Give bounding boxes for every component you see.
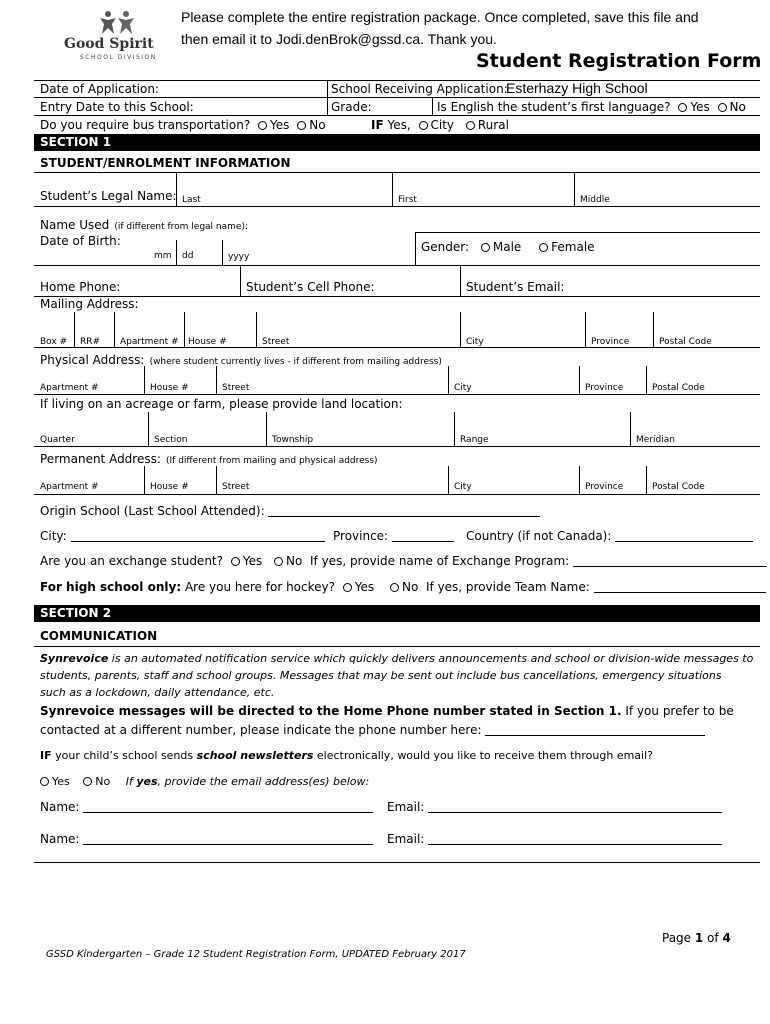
entry-date-label: Entry Date to this School: (40, 100, 194, 114)
divider (574, 173, 575, 206)
divider (114, 312, 115, 347)
divider (34, 296, 760, 297)
email-input-2[interactable] (428, 833, 722, 845)
hockey-row (40, 581, 766, 593)
divider (240, 266, 241, 296)
physical-address-note: (where student currently lives - if different from mailing address) (149, 357, 442, 367)
hockey-yes-radio[interactable] (343, 583, 352, 592)
mail-postal-field[interactable]: Postal Code (659, 337, 712, 347)
origin-country-label: Country (if not Canada): (466, 529, 612, 543)
hockey-label: Are you here for hockey? (184, 580, 335, 594)
logo (60, 10, 160, 72)
mail-box-field[interactable]: Box # (40, 337, 68, 347)
english-no-label: No (729, 100, 746, 114)
divider (34, 394, 760, 395)
last-name-field[interactable]: Last (182, 195, 201, 205)
synrevoice-line-1 (40, 653, 753, 664)
section-1-label: SECTION 1 (40, 135, 112, 149)
divider (646, 366, 647, 394)
physical-province-field[interactable]: Province (585, 383, 624, 393)
permanent-house-field[interactable]: House # (150, 482, 189, 492)
page-total: 4 (722, 931, 731, 945)
exchange-row (40, 555, 767, 567)
instructions-line-2: then email it to Jodi.denBrok@gssd.ca. Thank you. (181, 31, 497, 47)
divider (148, 412, 149, 446)
permanent-street-field[interactable]: Street (222, 482, 250, 492)
dob-dd[interactable]: dd (182, 251, 194, 261)
land-range-field[interactable]: Range (460, 435, 489, 445)
divider (448, 366, 449, 394)
divider (653, 312, 654, 347)
english-first-language-label: Is English the student’s first language? (437, 100, 671, 114)
bus-no-label: No (309, 118, 326, 132)
gender-male-radio[interactable] (481, 243, 490, 252)
bus-no-radio[interactable] (297, 121, 306, 130)
newsletter-b: electronically, would you like to receive them through email? (313, 749, 653, 762)
divider (184, 312, 185, 347)
directed-line-2 (40, 724, 705, 736)
english-yes-radio[interactable] (678, 103, 687, 112)
divider (34, 862, 760, 863)
permanent-city-field[interactable]: City (454, 482, 472, 492)
footer-text: GSSD Kindergarten – Grade 12 Student Registration Form, UPDATED February 2017 (46, 949, 466, 960)
bus-question-label: Do you require bus transportation? (40, 118, 251, 132)
bus-rural-radio[interactable] (466, 121, 475, 130)
origin-school-input[interactable] (268, 505, 540, 517)
page-of: of (703, 931, 723, 945)
synrevoice-rest: is an automated notification service which quickly delivers announcements and school or division-wide messages to (108, 652, 754, 665)
divider (216, 366, 217, 394)
school-receiving-value[interactable]: Esterhazy High School (506, 80, 648, 96)
page-number (662, 932, 731, 944)
logo-name: Good Spirit (64, 36, 154, 52)
newsletter-name-row-1 (40, 801, 373, 813)
if-yes-a: If (125, 775, 137, 788)
origin-city-label: City: (40, 529, 67, 543)
origin-city-input[interactable] (71, 530, 325, 542)
school-receiving-label: School Receiving Application: (331, 82, 508, 96)
gender-male-label: Male (492, 240, 522, 254)
exchange-label: Are you an exchange student? (40, 554, 223, 568)
instructions-line-1: Please complete the entire registration package. Once completed, save this file and (181, 9, 699, 25)
dob-yyyy[interactable]: yyyy (228, 252, 250, 262)
hockey-no-radio[interactable] (390, 583, 399, 592)
exchange-yes-label: Yes (242, 554, 263, 568)
synrevoice-bold: Synrevoice (40, 652, 109, 665)
newsletter-yes-radio[interactable] (40, 777, 49, 786)
dob-label: Date of Birth: (40, 234, 121, 248)
team-name-label: If yes, provide Team Name: (425, 580, 590, 594)
bus-if-label: IF (371, 118, 384, 132)
legal-name-label: Student’s Legal Name: (40, 189, 177, 203)
mail-street-field[interactable]: Street (262, 337, 290, 347)
date-of-application-label: Date of Application: (40, 82, 159, 96)
if-yes-c: , provide the email address(es) below: (157, 775, 370, 788)
hs-only-label: For high school only: (40, 580, 182, 594)
divider (256, 312, 257, 347)
newsletter-a: your child’s school sends (51, 749, 197, 762)
physical-address-label: Physical Address: (40, 353, 145, 367)
section-2-label: SECTION 2 (40, 606, 112, 620)
logo-subtitle: SCHOOL DIVISION (80, 54, 157, 61)
origin-city-row (40, 530, 325, 542)
gender-female-radio[interactable] (539, 243, 548, 252)
page-prefix: Page (662, 931, 695, 945)
exchange-program-input[interactable] (573, 555, 767, 567)
origin-country-input[interactable] (615, 530, 753, 542)
divider (144, 466, 145, 494)
mail-province-field[interactable]: Province (591, 337, 630, 347)
newsletter-yes-label: Yes (52, 775, 70, 788)
divider (34, 494, 760, 495)
divider (432, 97, 433, 115)
alt-phone-label: contacted at a different number, please indicate the phone number here: (40, 723, 482, 737)
dob-mm[interactable]: mm (154, 251, 172, 261)
home-phone-label: Home Phone: (40, 280, 121, 294)
divider (216, 466, 217, 494)
bus-if-yes-label: Yes, (387, 118, 411, 132)
english-first-language (437, 101, 746, 113)
divider (327, 80, 328, 115)
divider (585, 312, 586, 347)
divider (144, 366, 145, 394)
divider (460, 312, 461, 347)
exchange-no-label: No (286, 554, 303, 568)
gender (421, 241, 595, 253)
divider (34, 347, 760, 348)
bus-city-label: City (430, 118, 455, 132)
page-current: 1 (694, 931, 704, 945)
name-used-note: (if different from legal name): (114, 222, 248, 232)
newsletter-email-row-1 (387, 801, 722, 813)
divider (448, 466, 449, 494)
bus-city-radio[interactable] (419, 121, 428, 130)
newsletter-bold: school newsletters (196, 749, 314, 762)
physical-house-field[interactable]: House # (150, 383, 189, 393)
directed-line-1 (40, 705, 734, 717)
physical-street-field[interactable]: Street (222, 383, 250, 393)
divider (34, 80, 760, 81)
bus-yes-radio[interactable] (258, 121, 267, 130)
divider (176, 173, 177, 206)
mail-city-field[interactable]: City (466, 337, 484, 347)
divider (415, 232, 760, 233)
divider (392, 173, 393, 206)
newsletter-no-radio[interactable] (83, 777, 92, 786)
gender-female-label: Female (551, 240, 595, 254)
cell-phone-label: Student’s Cell Phone: (246, 280, 375, 294)
divider (34, 446, 760, 447)
grade-label: Grade: (331, 100, 372, 114)
divider (74, 312, 75, 347)
mailing-address-label: Mailing Address: (40, 297, 139, 311)
directed-rest: If you prefer to be (621, 704, 734, 718)
directed-bold: Synrevoice messages will be directed to the Home Phone number stated in Section 1. (40, 704, 622, 718)
section-2-heading: COMMUNICATION (40, 629, 158, 643)
email-input-1[interactable] (428, 801, 722, 813)
divider (34, 206, 760, 207)
name-label-1: Name: (40, 800, 80, 814)
section-2-bar (34, 605, 760, 622)
divider (454, 412, 455, 446)
permanent-address-label: Permanent Address: (40, 452, 161, 466)
land-township-field[interactable]: Township (272, 435, 314, 445)
name-input-1[interactable] (83, 801, 373, 813)
email-label-2: Email: (387, 832, 425, 846)
first-name-field[interactable]: First (398, 195, 417, 205)
exchange-no-radio[interactable] (274, 557, 283, 566)
divider (222, 240, 223, 265)
physical-city-field[interactable]: City (454, 383, 472, 393)
newsletter-email-row-2 (387, 833, 722, 845)
newsletter-if: IF (40, 749, 52, 762)
divider (579, 366, 580, 394)
land-meridian-field[interactable]: Meridian (636, 435, 675, 445)
bus-yes-label: Yes (270, 118, 290, 132)
name-used (40, 216, 248, 232)
divider (460, 266, 461, 296)
bus-transportation (40, 119, 326, 131)
physical-postal-field[interactable]: Postal Code (652, 383, 705, 393)
if-yes-b: yes (136, 775, 158, 788)
form-title: Student Registration Form (476, 50, 762, 72)
name-input-2[interactable] (83, 833, 373, 845)
exchange-program-label: If yes, provide name of Exchange Program: (310, 554, 570, 568)
hockey-yes-label: Yes (354, 580, 375, 594)
name-label-2: Name: (40, 832, 80, 846)
permanent-province-field[interactable]: Province (585, 482, 624, 492)
divider (266, 412, 267, 446)
divider (415, 232, 416, 265)
origin-province-input[interactable] (392, 530, 454, 542)
physical-address (40, 351, 442, 367)
gender-label: Gender: (421, 240, 470, 254)
team-name-input[interactable] (594, 581, 766, 593)
land-quarter-field[interactable]: Quarter (40, 435, 75, 445)
permanent-postal-field[interactable]: Postal Code (652, 482, 705, 492)
hockey-no-label: No (402, 580, 419, 594)
divider (579, 466, 580, 494)
synrevoice-line-3: such as a lockdown, daily attendance, etc. (40, 686, 275, 699)
divider (176, 240, 177, 265)
divider (34, 115, 760, 116)
middle-name-field[interactable]: Middle (580, 195, 610, 205)
permanent-apartment-field[interactable]: Apartment # (40, 482, 99, 492)
divider (34, 265, 760, 266)
origin-school-label: Origin School (Last School Attended): (40, 504, 265, 518)
divider (630, 412, 631, 446)
divider (34, 97, 760, 98)
origin-province-row (333, 530, 454, 542)
divider (646, 466, 647, 494)
bus-if-yes (371, 119, 509, 131)
newsletter-choice (36, 776, 369, 787)
divider (34, 646, 760, 647)
divider (34, 172, 760, 173)
mail-house-field[interactable]: House # (188, 337, 227, 347)
origin-country-row (466, 530, 753, 542)
acreage-label: If living on an acreage or farm, please provide land location: (40, 397, 403, 411)
email-label-1: Email: (387, 800, 425, 814)
student-email-label: Student’s Email: (466, 280, 565, 294)
physical-apartment-field[interactable]: Apartment # (40, 383, 99, 393)
origin-province-label: Province: (333, 529, 389, 543)
english-no-radio[interactable] (718, 103, 727, 112)
newsletter-name-row-2 (40, 833, 373, 845)
name-used-label: Name Used (40, 218, 110, 232)
newsletter-line (40, 750, 653, 761)
mail-rr-field[interactable]: RR# (80, 337, 101, 347)
origin-school-row (40, 505, 540, 517)
section-1-bar (34, 134, 760, 151)
synrevoice-line-2: students, parents, staff and school groups. Messages that may be sent out include bus cancellations, emergency situations (40, 669, 722, 682)
permanent-address (40, 450, 378, 466)
exchange-yes-radio[interactable] (231, 557, 240, 566)
alt-phone-input[interactable] (485, 724, 705, 736)
bus-rural-label: Rural (477, 118, 509, 132)
logo-figures-icon (94, 10, 154, 36)
section-1-heading: STUDENT/ENROLMENT INFORMATION (40, 156, 291, 170)
newsletter-no-label: No (95, 775, 111, 788)
land-section-field[interactable]: Section (154, 435, 188, 445)
permanent-address-note: (If different from mailing and physical address) (166, 456, 378, 466)
english-yes-label: Yes (690, 100, 710, 114)
mail-apartment-field[interactable]: Apartment # (120, 337, 179, 347)
